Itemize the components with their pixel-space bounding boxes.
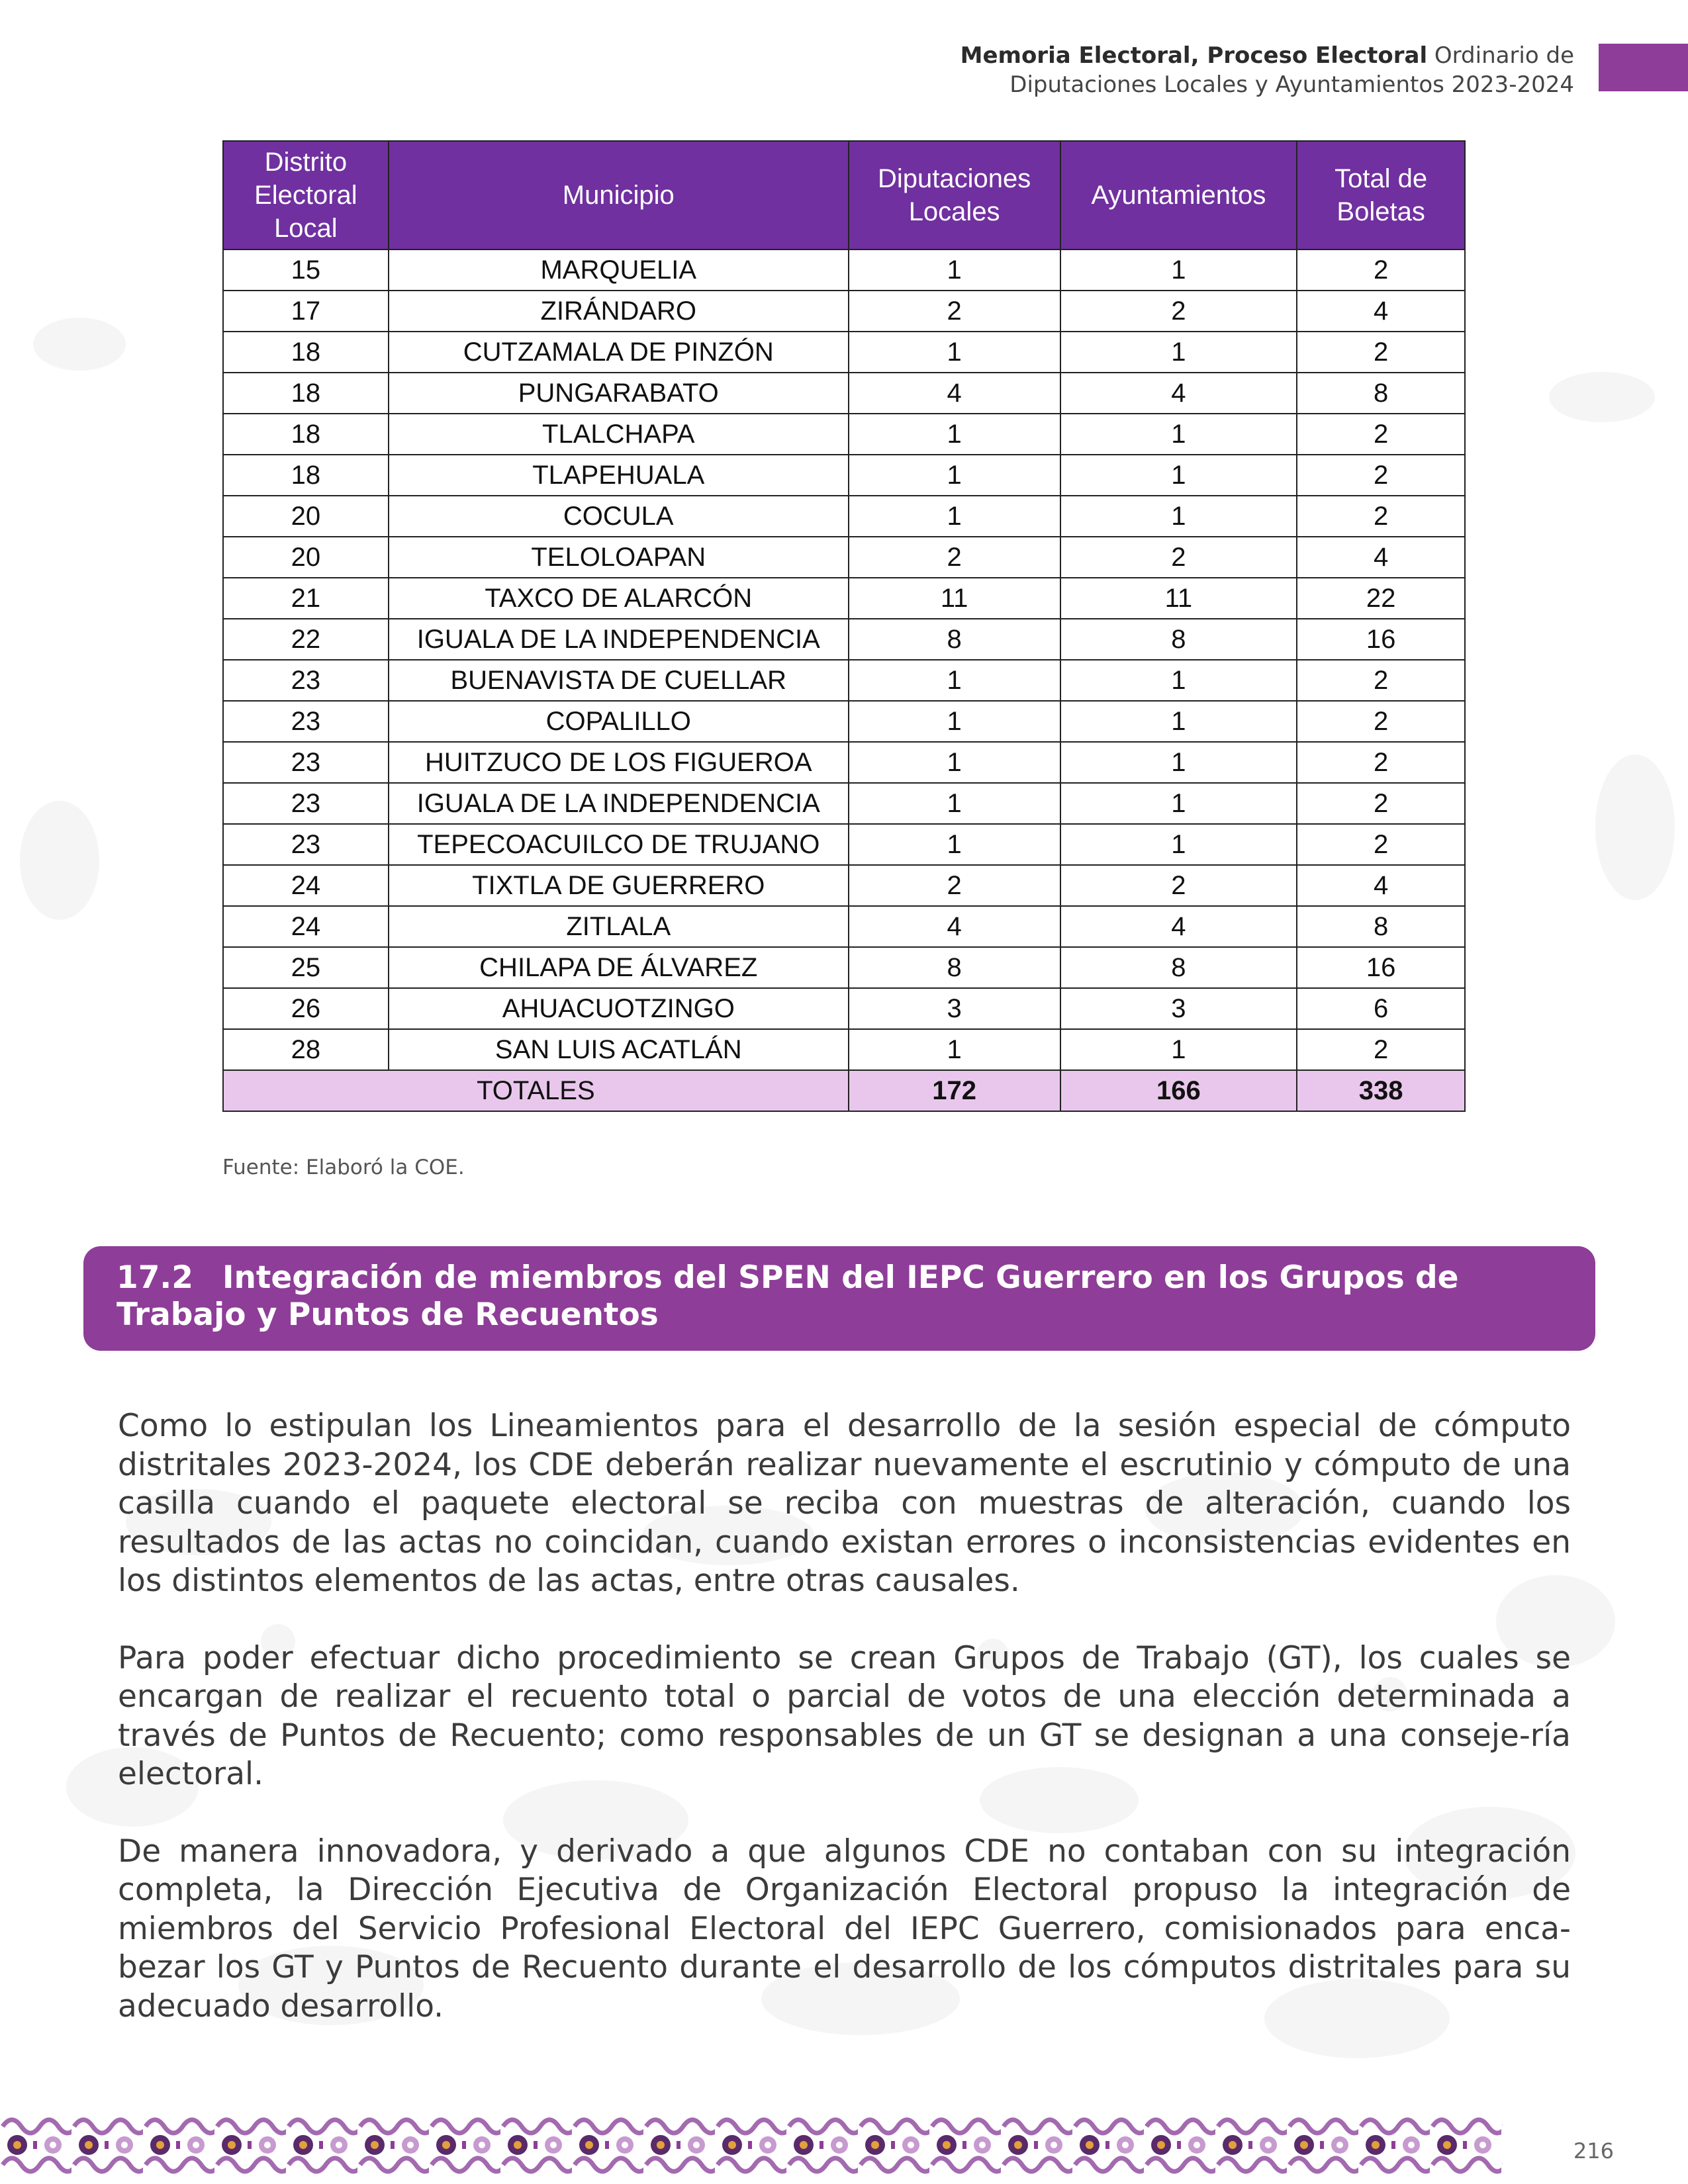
cell-total: 2	[1297, 783, 1465, 824]
cell-total: 16	[1297, 947, 1465, 988]
cell-total: 2	[1297, 824, 1465, 865]
table-row	[223, 414, 1465, 455]
paragraph: De manera innovadora, y derivado a que algunos CDE no contaban con su integración completa, la Dirección Ejecutiva de Organización Electoral propuso la integración de miembros del Servicio Profesional Electoral del IEPC Guerrero, comisionados para enca-bezar los GT y Puntos de Recuento durante el desarrollo de los cómputos distritales para su adecuado desarrollo.	[118, 1833, 1571, 2025]
table-body	[223, 250, 1465, 1111]
table-row	[223, 783, 1465, 824]
section-title: Integración de miembros del SPEN del IEPC Guerrero en los Grupos de Trabajo y Puntos de Recuentos	[117, 1259, 1459, 1333]
cell-municipio: TAXCO DE ALARCÓN	[389, 578, 849, 619]
cell-ayuntamientos: 1	[1060, 824, 1297, 865]
cell-ayuntamientos: 2	[1060, 865, 1297, 906]
table-row	[223, 742, 1465, 783]
cell-ayuntamientos: 1	[1060, 1029, 1297, 1070]
cell-ayuntamientos: 4	[1060, 906, 1297, 947]
cell-diputaciones: 1	[849, 824, 1060, 865]
cell-diputaciones: 4	[849, 373, 1060, 414]
cell-municipio: IGUALA DE LA INDEPENDENCIA	[389, 783, 849, 824]
table-row	[223, 947, 1465, 988]
cell-distrito: 20	[223, 496, 389, 537]
cell-diputaciones: 1	[849, 496, 1060, 537]
cell-municipio: COPALILLO	[389, 701, 849, 742]
table-row	[223, 250, 1465, 291]
totals-ayuntamientos: 166	[1060, 1070, 1297, 1111]
cell-ayuntamientos: 1	[1060, 332, 1297, 373]
cell-diputaciones: 1	[849, 250, 1060, 291]
cell-municipio: TELOLOAPAN	[389, 537, 849, 578]
table-row	[223, 906, 1465, 947]
cell-ayuntamientos: 1	[1060, 496, 1297, 537]
cell-ayuntamientos: 8	[1060, 947, 1297, 988]
cell-municipio: MARQUELIA	[389, 250, 849, 291]
cell-municipio: ZIRÁNDARO	[389, 291, 849, 332]
cell-distrito: 21	[223, 578, 389, 619]
cell-municipio: AHUACUOTZINGO	[389, 988, 849, 1029]
totals-row	[223, 1070, 1465, 1111]
cell-diputaciones: 2	[849, 865, 1060, 906]
header-ayuntamientos: Ayuntamientos	[1060, 141, 1297, 250]
cell-distrito: 20	[223, 537, 389, 578]
cell-total: 8	[1297, 373, 1465, 414]
cell-ayuntamientos: 1	[1060, 742, 1297, 783]
header-accent-tab	[1599, 44, 1688, 91]
cell-municipio: TLALCHAPA	[389, 414, 849, 455]
cell-diputaciones: 1	[849, 332, 1060, 373]
table-row	[223, 619, 1465, 660]
cell-diputaciones: 8	[849, 619, 1060, 660]
page-number: 216	[1573, 2138, 1614, 2163]
cell-municipio: HUITZUCO DE LOS FIGUEROA	[389, 742, 849, 783]
cell-diputaciones: 1	[849, 414, 1060, 455]
cell-diputaciones: 2	[849, 537, 1060, 578]
cell-distrito: 25	[223, 947, 389, 988]
cell-municipio: TLAPEHUALA	[389, 455, 849, 496]
source-note: Fuente: Elaboró la COE.	[222, 1156, 465, 1179]
table-row	[223, 496, 1465, 537]
cell-municipio: TIXTLA DE GUERRERO	[389, 865, 849, 906]
running-header	[961, 41, 1574, 99]
cell-distrito: 24	[223, 865, 389, 906]
cell-diputaciones: 8	[849, 947, 1060, 988]
cell-total: 4	[1297, 865, 1465, 906]
table-row	[223, 988, 1465, 1029]
cell-distrito: 18	[223, 455, 389, 496]
cell-ayuntamientos: 2	[1060, 537, 1297, 578]
cell-ayuntamientos: 1	[1060, 660, 1297, 701]
cell-distrito: 18	[223, 332, 389, 373]
table-row	[223, 865, 1465, 906]
header-total-boletas: Total de Boletas	[1297, 141, 1465, 250]
cell-total: 4	[1297, 537, 1465, 578]
cell-diputaciones: 1	[849, 783, 1060, 824]
cell-distrito: 18	[223, 373, 389, 414]
cell-distrito: 23	[223, 783, 389, 824]
cell-diputaciones: 3	[849, 988, 1060, 1029]
cell-municipio: IGUALA DE LA INDEPENDENCIA	[389, 619, 849, 660]
cell-distrito: 18	[223, 414, 389, 455]
cell-total: 2	[1297, 414, 1465, 455]
cell-ayuntamientos: 2	[1060, 291, 1297, 332]
cell-distrito: 15	[223, 250, 389, 291]
cell-ayuntamientos: 8	[1060, 619, 1297, 660]
cell-distrito: 23	[223, 742, 389, 783]
totals-label: TOTALES	[223, 1070, 849, 1111]
table-row	[223, 291, 1465, 332]
cell-ayuntamientos: 1	[1060, 455, 1297, 496]
cell-ayuntamientos: 1	[1060, 250, 1297, 291]
cell-diputaciones: 1	[849, 455, 1060, 496]
cell-total: 2	[1297, 332, 1465, 373]
table-row	[223, 537, 1465, 578]
cell-distrito: 23	[223, 824, 389, 865]
header-title-rest: Ordinario de	[1427, 42, 1574, 69]
cell-ayuntamientos: 1	[1060, 414, 1297, 455]
section-heading	[83, 1246, 1595, 1351]
table-row	[223, 332, 1465, 373]
cell-total: 2	[1297, 496, 1465, 537]
cell-total: 2	[1297, 1029, 1465, 1070]
cell-total: 8	[1297, 906, 1465, 947]
paragraph: Como lo estipulan los Lineamientos para el desarrollo de la sesión especial de cómputo distritales 2023-2024, los CDE deberán realizar nuevamente el escrutinio y cómputo de una casilla cuando el paquete electoral se reciba con muestras de alteración, cuando los resultados de las actas no coincidan, cuando existan errores o inconsistencias evidentes en los distintos elementos de las actas, entre otras causales.	[118, 1408, 1571, 1599]
cell-municipio: CUTZAMALA DE PINZÓN	[389, 332, 849, 373]
cell-ayuntamientos: 4	[1060, 373, 1297, 414]
cell-municipio: ZITLALA	[389, 906, 849, 947]
header-subtitle: Diputaciones Locales y Ayuntamientos 2023-2024	[1009, 71, 1574, 98]
cell-ayuntamientos: 1	[1060, 783, 1297, 824]
table-row	[223, 824, 1465, 865]
cell-diputaciones: 11	[849, 578, 1060, 619]
cell-distrito: 23	[223, 701, 389, 742]
header-title-bold: Memoria Electoral, Proceso Electoral	[960, 42, 1428, 69]
cell-municipio: CHILAPA DE ÁLVAREZ	[389, 947, 849, 988]
cell-distrito: 17	[223, 291, 389, 332]
cell-diputaciones: 1	[849, 701, 1060, 742]
cell-distrito: 23	[223, 660, 389, 701]
cell-municipio: SAN LUIS ACATLÁN	[389, 1029, 849, 1070]
cell-diputaciones: 1	[849, 660, 1060, 701]
cell-ayuntamientos: 3	[1060, 988, 1297, 1029]
cell-total: 4	[1297, 291, 1465, 332]
cell-distrito: 26	[223, 988, 389, 1029]
cell-total: 22	[1297, 578, 1465, 619]
body-text	[118, 1407, 1571, 2064]
cell-ayuntamientos: 11	[1060, 578, 1297, 619]
cell-distrito: 22	[223, 619, 389, 660]
cell-diputaciones: 1	[849, 1029, 1060, 1070]
table-row	[223, 701, 1465, 742]
cell-total: 2	[1297, 701, 1465, 742]
cell-total: 2	[1297, 455, 1465, 496]
cell-municipio: PUNGARABATO	[389, 373, 849, 414]
table-row	[223, 660, 1465, 701]
table-header-row	[223, 141, 1465, 250]
cell-diputaciones: 4	[849, 906, 1060, 947]
cell-total: 2	[1297, 742, 1465, 783]
cell-total: 2	[1297, 250, 1465, 291]
embroidery-footer-band	[0, 2107, 1503, 2184]
cell-municipio: TEPECOACUILCO DE TRUJANO	[389, 824, 849, 865]
cell-diputaciones: 2	[849, 291, 1060, 332]
section-number: 17.2	[117, 1259, 193, 1296]
header-distrito: Distrito Electoral Local	[223, 141, 389, 250]
table-row	[223, 578, 1465, 619]
cell-municipio: COCULA	[389, 496, 849, 537]
cell-total: 6	[1297, 988, 1465, 1029]
table-row	[223, 373, 1465, 414]
header-title-line	[961, 41, 1574, 70]
cell-distrito: 24	[223, 906, 389, 947]
cell-ayuntamientos: 1	[1060, 701, 1297, 742]
cell-distrito: 28	[223, 1029, 389, 1070]
cell-total: 2	[1297, 660, 1465, 701]
header-municipio: Municipio	[389, 141, 849, 250]
paragraph: Para poder efectuar dicho procedimiento se crean Grupos de Trabajo (GT), los cuales se encargan de realizar el recuento total o parcial de votos de una elección determinada a través de Puntos de Recuento; como responsables de un GT se designan a una conseje-ría electoral.	[118, 1639, 1571, 1792]
cell-total: 16	[1297, 619, 1465, 660]
totals-diputaciones: 172	[849, 1070, 1060, 1111]
table-row	[223, 1029, 1465, 1070]
cell-diputaciones: 1	[849, 742, 1060, 783]
cell-municipio: BUENAVISTA DE CUELLAR	[389, 660, 849, 701]
table-row	[223, 455, 1465, 496]
header-diputaciones: Diputaciones Locales	[849, 141, 1060, 250]
totals-boletas: 338	[1297, 1070, 1465, 1111]
ballots-table	[222, 140, 1466, 1112]
